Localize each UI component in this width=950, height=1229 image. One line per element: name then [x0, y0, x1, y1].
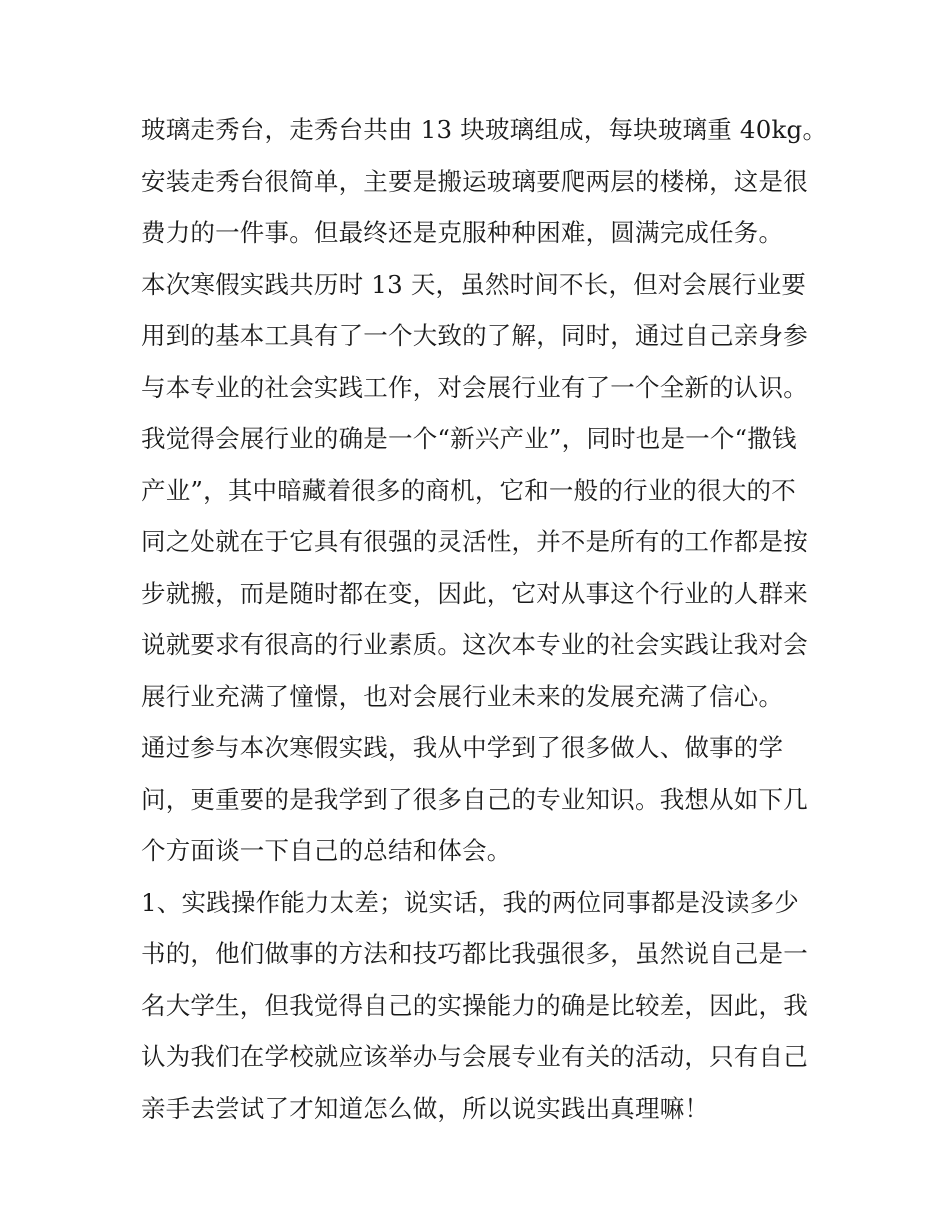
text-line: 安装走秀台很简单，主要是搬运玻璃要爬两层的楼梯，这是很 — [141, 166, 808, 196]
text-line: 展行业充满了憧憬，也对会展行业未来的发展充满了信心。 — [141, 681, 784, 711]
text-line: 玻璃走秀台，走秀台共由 13 块玻璃组成，每块玻璃重 40kg。 — [141, 115, 828, 144]
text-line: 同之处就在于它具有很强的灵活性，并不是所有的工作都是按 — [141, 527, 808, 556]
text-line: 书的，他们做事的方法和技巧都比我强很多，虽然说自己是一 — [141, 939, 808, 968]
text-line: 问，更重要的是我学到了很多自己的专业知识。我想从如下几 — [141, 784, 808, 814]
text-line: 1、实践操作能力太差；说实话，我的两位同事都是没读多少 — [141, 887, 799, 917]
text-line: 亲手去尝试了才知道怎么做，所以说实践出真理嘛！ — [141, 1093, 710, 1123]
text-line: 费力的一件事。但最终还是克服种种困难，圆满完成任务。 — [141, 218, 784, 247]
document-body — [141, 104, 828, 1134]
text-line: 认为我们在学校就应该举办与会展专业有关的活动，只有自己 — [141, 1042, 808, 1071]
text-line: 说就要求有很高的行业素质。这次本专业的社会实践让我对会 — [141, 630, 808, 659]
text-line: 步就搬，而是随时都在变，因此，它对从事这个行业的人群来 — [141, 578, 808, 608]
text-line: 本次寒假实践共历时 13 天，虽然时间不长，但对会展行业要 — [141, 269, 807, 299]
text-line: 用到的基本工具有了一个大致的了解，同时，通过自己亲身参 — [141, 321, 808, 350]
text-line: 个方面谈一下自己的总结和体会。 — [141, 836, 512, 865]
text-line: 产业”，其中暗藏着很多的商机，它和一般的行业的很大的不 — [141, 475, 796, 505]
text-line: 与本专业的社会实践工作，对会展行业有了一个全新的认识。 — [141, 372, 808, 402]
text-line: 名大学生，但我觉得自己的实操能力的确是比较差，因此，我 — [141, 990, 808, 1020]
text-line: 我觉得会展行业的确是一个“新兴产业”，同时也是一个“撒钱 — [141, 424, 797, 453]
text-line: 通过参与本次寒假实践，我从中学到了很多做人、做事的学 — [141, 733, 784, 762]
